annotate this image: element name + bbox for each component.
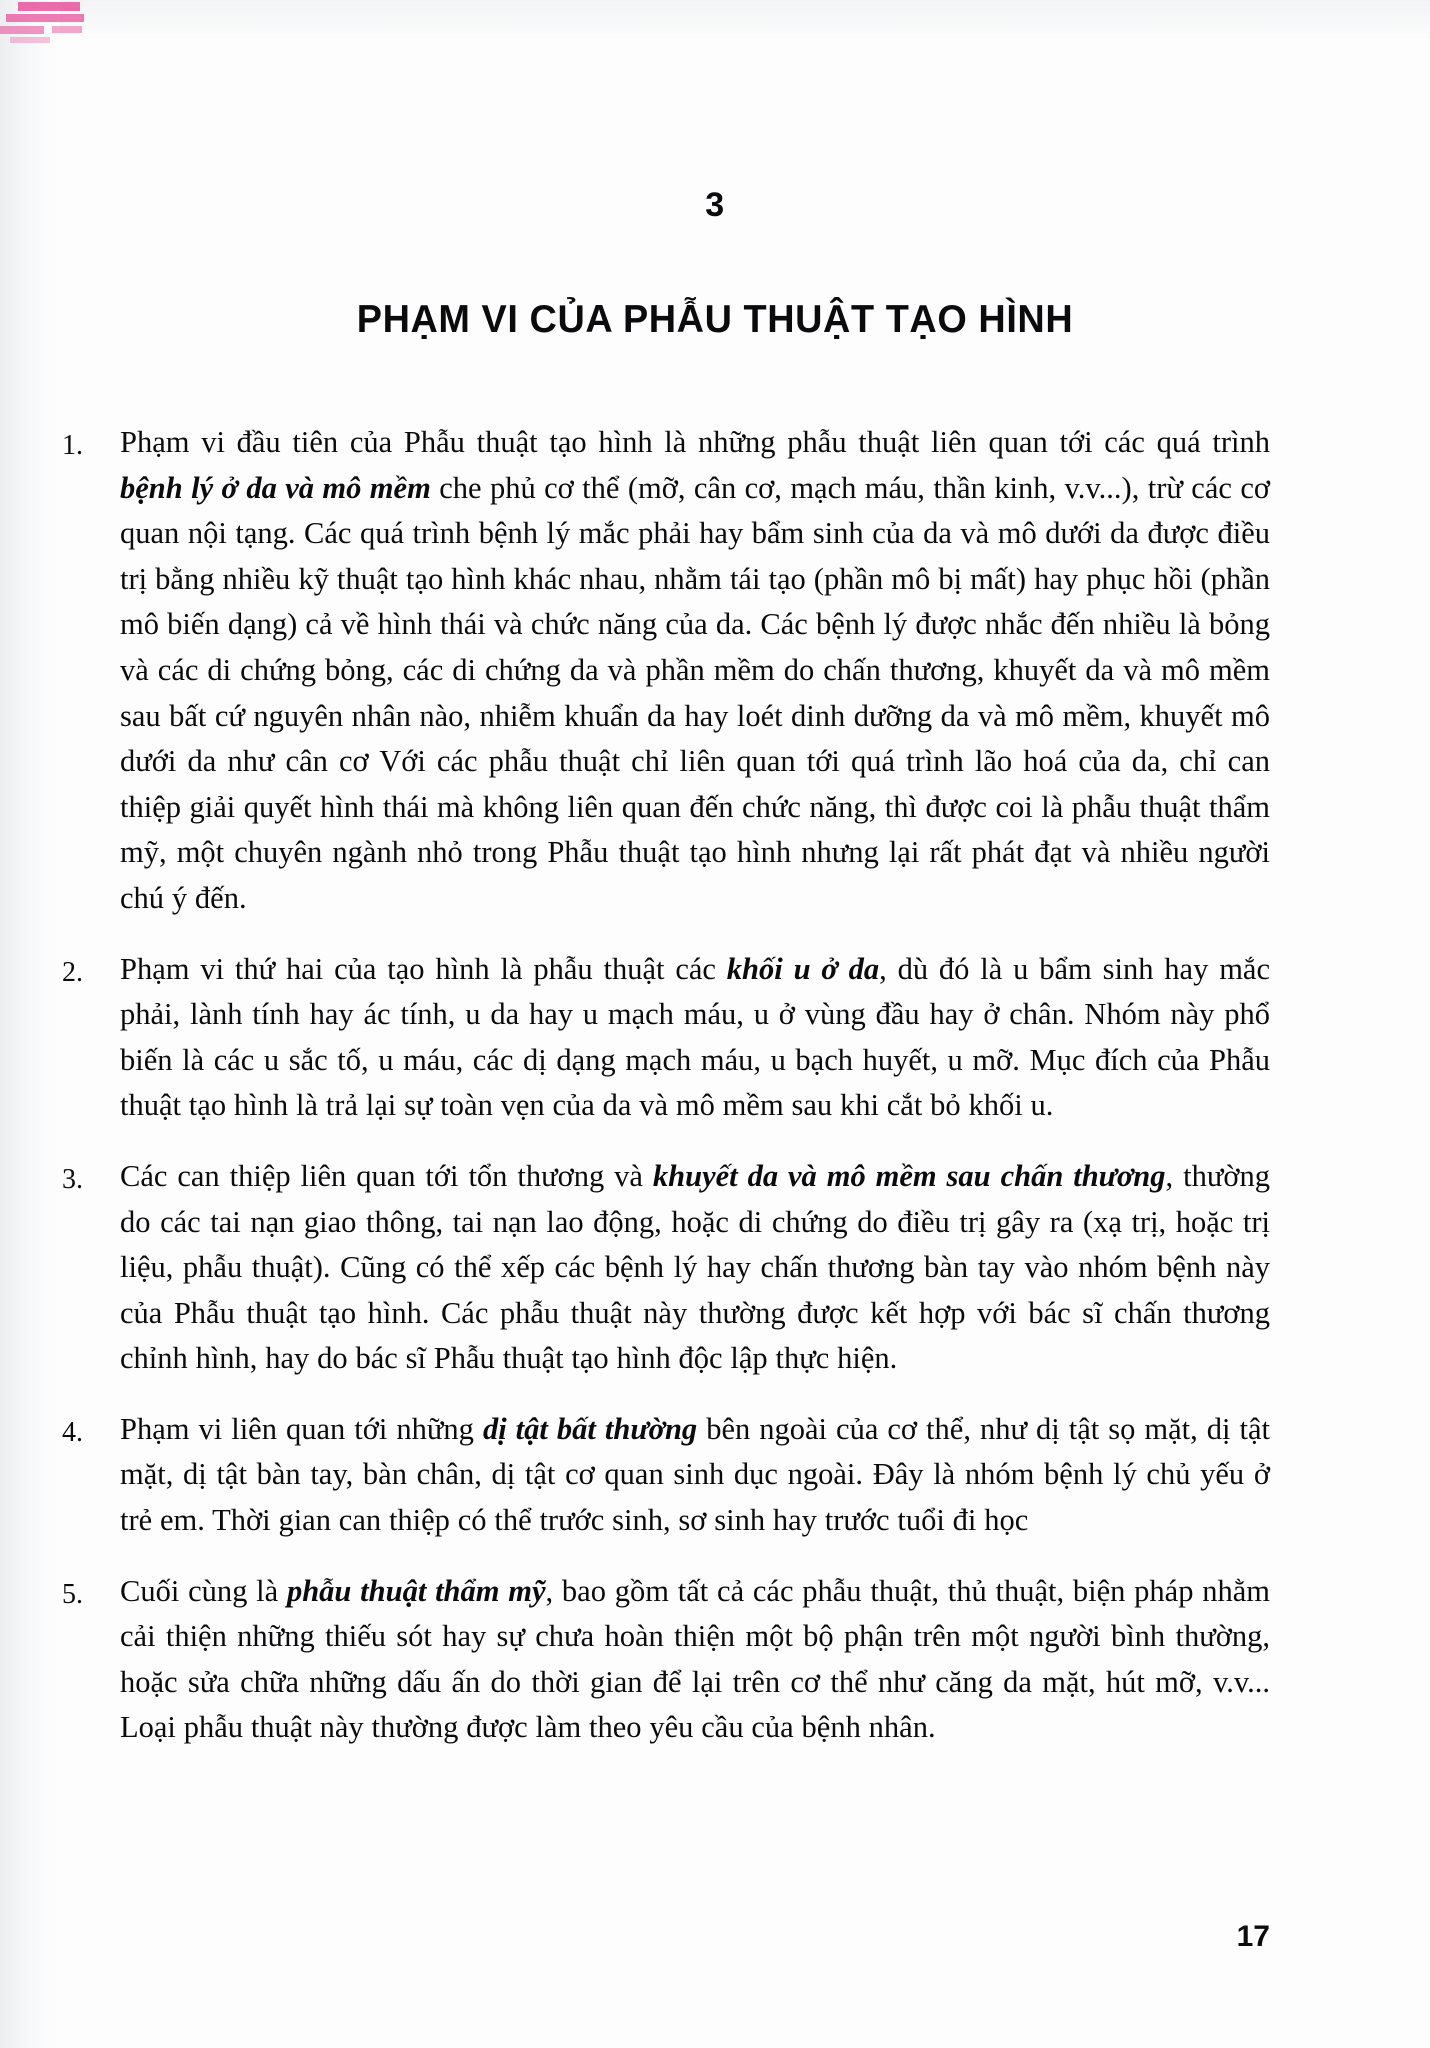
list-item [0, 1154, 1430, 1382]
chapter-number: 3 [705, 186, 725, 224]
numbered-scope-list [0, 420, 1430, 1751]
list-item-text: Phạm vi đầu tiên của Phẫu thuật tạo hình là những phẫu thuật liên quan tới các quá trình bệnh lý ở da và mô mềm che phủ cơ thể (mỡ, cân cơ, mạch máu, thần kinh, v.v...), trừ các cơ quan nội tạng. Các quá trình bệnh lý mắc phải hay bẩm sinh của da và mô dưới da được điều trị bằng nhiều kỹ thuật tạo hình khác nhau, nhằm tái tạo (phần mô bị mất) hay phục hồi (phần mô biến dạng) cả về hình thái và chức năng của da. Các bệnh lý được nhắc đến nhiều là bỏng và các di chứng bỏng, các di chứng da và phần mềm do chấn thương, khuyết da và mô mềm sau bất cứ nguyên nhân nào, nhiễm khuẩn da hay loét dinh dưỡng da và mô mềm, khuyết mô dưới da như cân cơ Với các phẫu thuật chỉ liên quan tới quá trình lão hoá của da, chỉ can thiệp giải quyết hình thái mà không liên quan đến chức năng, thì được coi là phẫu thuật thẩm mỹ, một chuyên ngành nhỏ trong Phẫu thuật tạo hình nhưng lại rất phát đạt và nhiều người chú ý đến. [120, 425, 1270, 915]
list-item [0, 1407, 1430, 1544]
list-item-marker: 4. [62, 1416, 83, 1448]
list-item [0, 947, 1430, 1129]
page-title: PHẠM VI CỦA PHẪU THUẬT TẠO HÌNH [356, 298, 1074, 341]
list-item-text: Phạm vi liên quan tới những dị tật bất thường bên ngoài của cơ thể, như dị tật sọ mặt, dị tật mặt, dị tật bàn tay, bàn chân, dị tật cơ quan sinh dục ngoài. Đây là nhóm bệnh lý chủ yếu ở trẻ em. Thời gian can thiệp có thể trước sinh, sơ sinh hay trước tuổi đi học [120, 1411, 1270, 1538]
list-item-marker: 5. [62, 1578, 83, 1610]
list-item-text: Các can thiệp liên quan tới tổn thương và khuyết da và mô mềm sau chấn thương, thường do các tai nạn giao thông, tai nạn lao động, hoặc di chứng do điều trị gây ra (xạ trị, hoặc trị liệu, phẫu thuật). Cũng có thể xếp các bệnh lý hay chấn thương bàn tay vào nhóm bệnh này của Phẫu thuật tạo hình. Các phẫu thuật này thường được kết hợp với bác sĩ chấn thương chỉnh hình, hay do bác sĩ Phẫu thuật tạo hình độc lập thực hiện. [120, 1158, 1270, 1376]
list-item [0, 420, 1430, 922]
list-item-marker: 3. [62, 1163, 83, 1195]
list-item-text: Phạm vi thứ hai của tạo hình là phẫu thuật các khối u ở da, dù đó là u bẩm sinh hay mắc phải, lành tính hay ác tính, u da hay u mạch máu, u ở vùng đầu hay ở chân. Nhóm này phổ biến là các u sắc tố, u máu, các dị dạng mạch máu, u bạch huyết, u mỡ. Mục đích của Phẫu thuật tạo hình là trả lại sự toàn vẹn của da và mô mềm sau khi cắt bỏ khối u. [120, 951, 1270, 1123]
list-item-marker: 2. [62, 956, 83, 988]
list-item [0, 1569, 1430, 1751]
list-item-text: Cuối cùng là phẫu thuật thẩm mỹ, bao gồm tất cả các phẫu thuật, thủ thuật, biện pháp nhằm cải thiện những thiếu sót hay sự chưa hoàn thiện một bộ phận trên một người bình thường, hoặc sửa chữa những dấu ấn do thời gian để lại trên cơ thể như căng da mặt, hút mỡ, v.v... Loại phẫu thuật này thường được làm theo yêu cầu của bệnh nhân. [120, 1573, 1270, 1745]
page-number: 17 [1236, 1920, 1270, 1953]
list-item-marker: 1. [62, 430, 83, 461]
